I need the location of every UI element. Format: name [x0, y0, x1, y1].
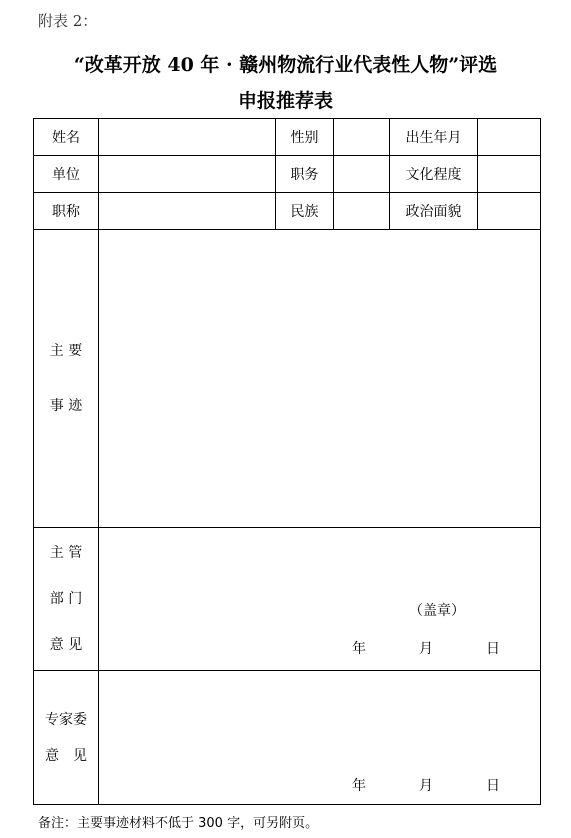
gender-label: 性别	[276, 119, 334, 156]
political-status-field[interactable]	[478, 193, 541, 230]
main-deeds-label-line2: 事 迹	[49, 397, 83, 414]
name-field[interactable]	[99, 119, 276, 156]
expert-date-year: 年	[352, 778, 366, 794]
expert-date-month: 月	[419, 778, 433, 794]
form-title-line1: “改革开放 40 年 · 赣州物流行业代表性人物”评选	[73, 54, 498, 76]
dept-opinion-field[interactable]	[99, 528, 541, 671]
expert-opinion-label-line2: 意 见	[45, 747, 87, 764]
unit-field[interactable]	[99, 156, 276, 193]
main-deeds-label	[34, 230, 99, 528]
application-form-table	[33, 118, 541, 805]
birth-date-field[interactable]	[478, 119, 541, 156]
education-label: 文化程度	[390, 156, 478, 193]
birth-date-label: 出生年月	[390, 119, 478, 156]
education-field[interactable]	[478, 156, 541, 193]
dept-opinion-label-line1: 主 管	[49, 545, 83, 561]
dept-date-day: 日	[486, 641, 500, 657]
gender-field[interactable]	[334, 119, 390, 156]
dept-date-year: 年	[352, 641, 366, 657]
form-row-basic-3	[34, 193, 541, 230]
main-deeds-field[interactable]	[99, 230, 541, 528]
professional-title-label: 职称	[34, 193, 99, 230]
form-row-deeds	[34, 230, 541, 528]
expert-opinion-field[interactable]	[99, 671, 541, 805]
dept-date-month: 月	[419, 641, 433, 657]
attachment-label: 附表 2：	[38, 12, 98, 30]
footnote: 备注：主要事迹材料不低于 300 字，可另附页。	[38, 816, 319, 831]
main-deeds-label-line1: 主 要	[49, 342, 83, 359]
form-row-basic-1	[34, 119, 541, 156]
form-row-basic-2	[34, 156, 541, 193]
professional-title-field[interactable]	[99, 193, 276, 230]
form-title-line2: 申报推荐表	[237, 90, 333, 112]
stamp-label: （盖章）	[409, 603, 465, 619]
position-field[interactable]	[334, 156, 390, 193]
dept-opinion-label-line2: 部 门	[49, 591, 83, 607]
unit-label: 单位	[34, 156, 99, 193]
name-label: 姓名	[34, 119, 99, 156]
expert-opinion-label-line1: 专家委	[45, 711, 87, 728]
ethnicity-field[interactable]	[334, 193, 390, 230]
ethnicity-label: 民族	[276, 193, 334, 230]
dept-opinion-label	[34, 528, 99, 671]
expert-date-day: 日	[486, 778, 500, 794]
dept-opinion-label-line3: 意 见	[49, 637, 83, 653]
form-row-dept-opinion	[34, 528, 541, 671]
expert-opinion-label	[34, 671, 99, 805]
political-status-label: 政治面貌	[390, 193, 478, 230]
form-row-expert-opinion	[34, 671, 541, 805]
position-label: 职务	[276, 156, 334, 193]
